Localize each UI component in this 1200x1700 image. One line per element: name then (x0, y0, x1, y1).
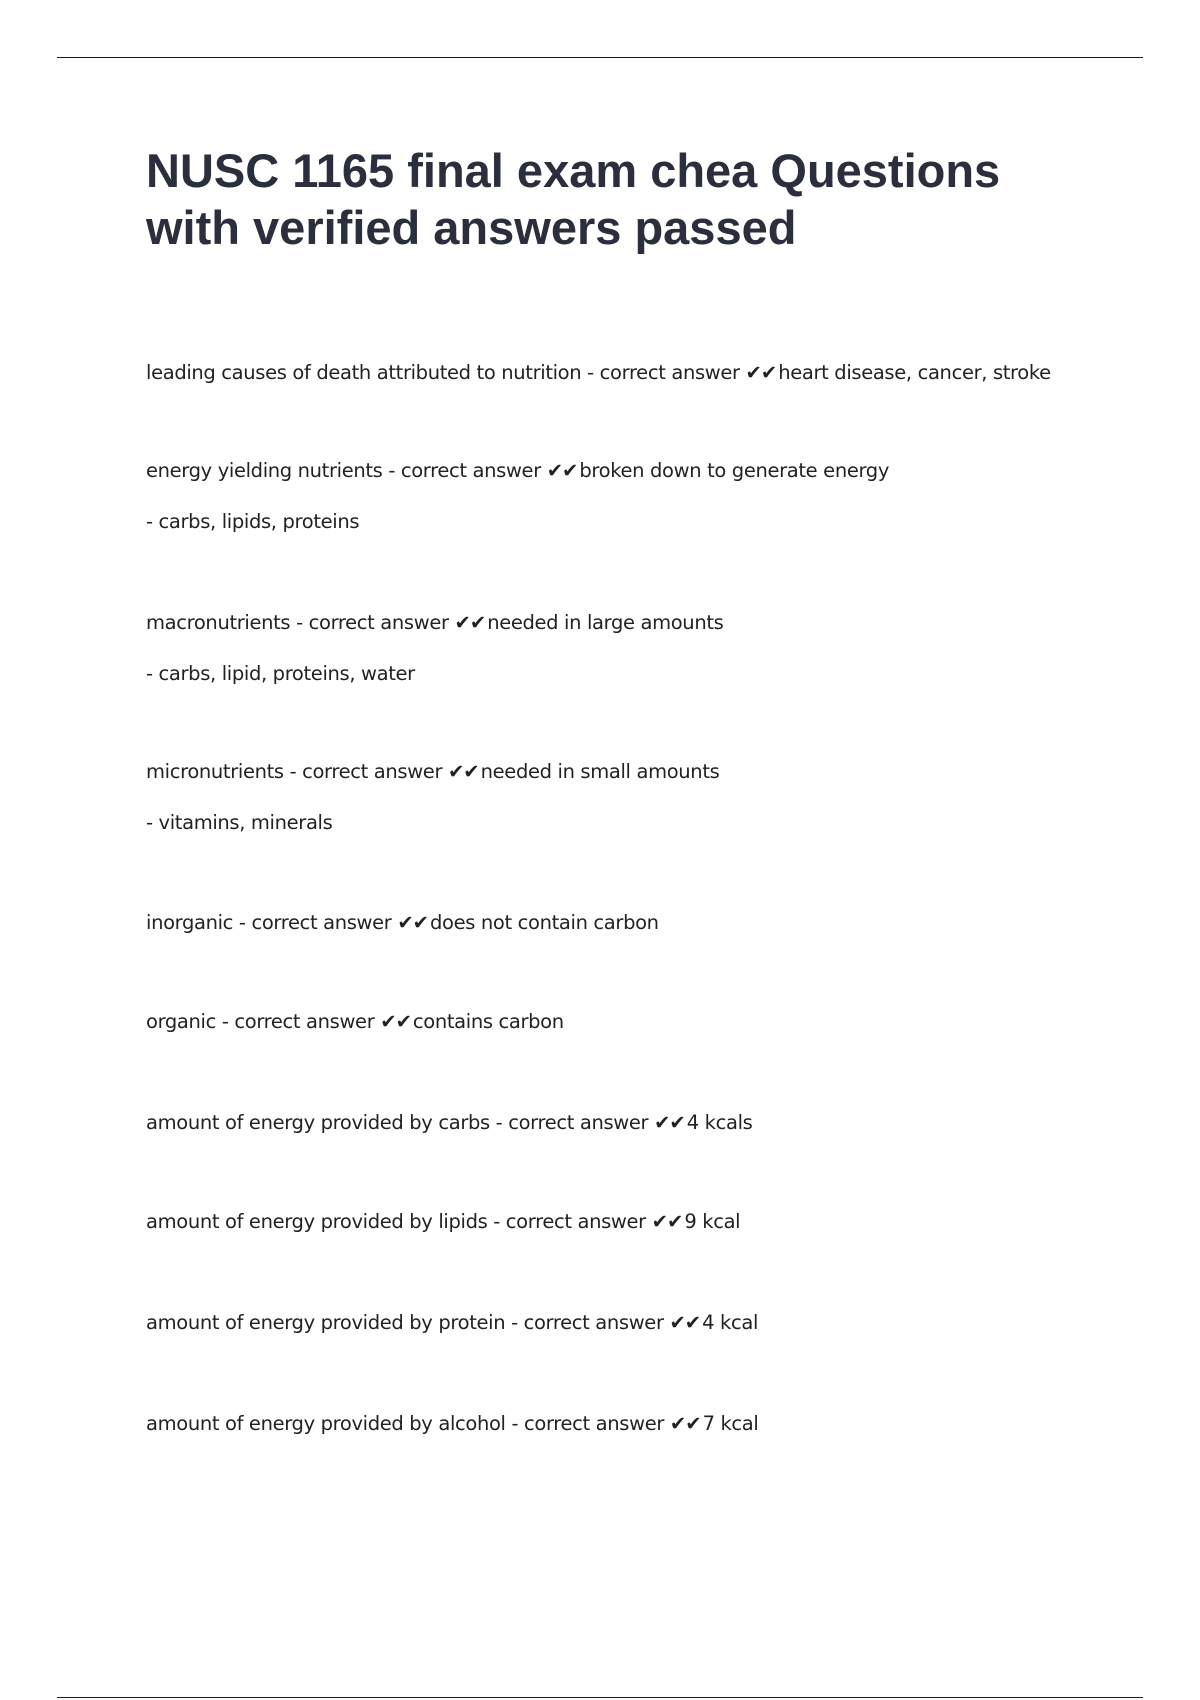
qa-term: macronutrients (146, 611, 291, 634)
qa-answer: 9 kcal (684, 1210, 741, 1233)
qa-answer: needed in small amounts (480, 760, 720, 783)
qa-item (146, 759, 1146, 836)
qa-question-line (146, 1110, 1146, 1136)
qa-separator: - correct answer (382, 459, 547, 482)
qa-question-line (146, 1209, 1146, 1235)
qa-separator: - correct answer (487, 1210, 652, 1233)
qa-term: organic (146, 1010, 216, 1033)
qa-question-line (146, 910, 1146, 936)
qa-separator: - correct answer (215, 1010, 381, 1033)
qa-item (146, 360, 1146, 386)
double-check-icon: ✔✔ (669, 1311, 701, 1334)
qa-answer: broken down to generate energy (579, 459, 890, 482)
double-check-icon: ✔✔ (546, 459, 578, 482)
qa-separator: - correct answer (505, 1311, 670, 1334)
qa-detail: - carbs, lipid, proteins, water (146, 662, 415, 685)
qa-term: amount of energy provided by carbs (146, 1111, 490, 1134)
qa-separator: - correct answer (233, 911, 398, 934)
qa-answer: needed in large amounts (487, 611, 724, 634)
double-check-icon: ✔✔ (669, 1412, 701, 1435)
double-check-icon: ✔✔ (454, 611, 486, 634)
qa-separator: - correct answer (505, 1412, 670, 1435)
qa-item (146, 458, 1146, 535)
qa-item (146, 910, 1146, 936)
qa-item (146, 610, 1146, 687)
qa-question-line (146, 360, 1146, 386)
double-check-icon: ✔✔ (397, 911, 428, 934)
qa-answer: 7 kcal (702, 1412, 759, 1435)
qa-term: micronutrients (146, 760, 284, 783)
qa-answer: 4 kcal (702, 1311, 759, 1334)
double-check-icon: ✔✔ (380, 1010, 411, 1033)
qa-question-line (146, 1411, 1146, 1437)
double-check-icon: ✔✔ (447, 760, 479, 783)
qa-separator: - correct answer (489, 1111, 655, 1134)
qa-term: amount of energy provided by lipids (146, 1210, 488, 1233)
double-check-icon: ✔✔ (651, 1210, 683, 1233)
bottom-rule (57, 1697, 1143, 1698)
qa-term: leading causes of death attributed to nutrition (146, 361, 582, 384)
qa-answer: 4 kcals (686, 1111, 753, 1134)
qa-term: amount of energy provided by protein (146, 1311, 506, 1334)
qa-item (146, 1110, 1146, 1136)
qa-separator: - correct answer (581, 361, 746, 384)
qa-term: energy yielding nutrients (146, 459, 383, 482)
top-rule (57, 57, 1143, 58)
qa-separator: - correct answer (290, 611, 455, 634)
qa-question-line (146, 610, 1146, 636)
double-check-icon: ✔✔ (745, 361, 777, 384)
qa-item (146, 1009, 1146, 1035)
qa-answer: contains carbon (412, 1010, 564, 1033)
qa-item (146, 1310, 1146, 1336)
qa-separator: - correct answer (283, 760, 448, 783)
double-check-icon: ✔✔ (654, 1111, 685, 1134)
qa-question-line (146, 458, 1146, 484)
qa-answer: does not contain carbon (430, 911, 659, 934)
qa-item (146, 1411, 1146, 1437)
qa-detail: - vitamins, minerals (146, 811, 333, 834)
qa-item (146, 1209, 1146, 1235)
qa-question-line (146, 1310, 1146, 1336)
qa-term: amount of energy provided by alcohol (146, 1412, 506, 1435)
qa-answer: heart disease, cancer, stroke (778, 361, 1051, 384)
qa-question-line (146, 1009, 1146, 1035)
qa-question-line (146, 759, 1146, 785)
page-title: NUSC 1165 final exam chea Questions with verified answers passed (146, 144, 1001, 254)
qa-detail: - carbs, lipids, proteins (146, 510, 360, 533)
qa-term: inorganic (146, 911, 234, 934)
